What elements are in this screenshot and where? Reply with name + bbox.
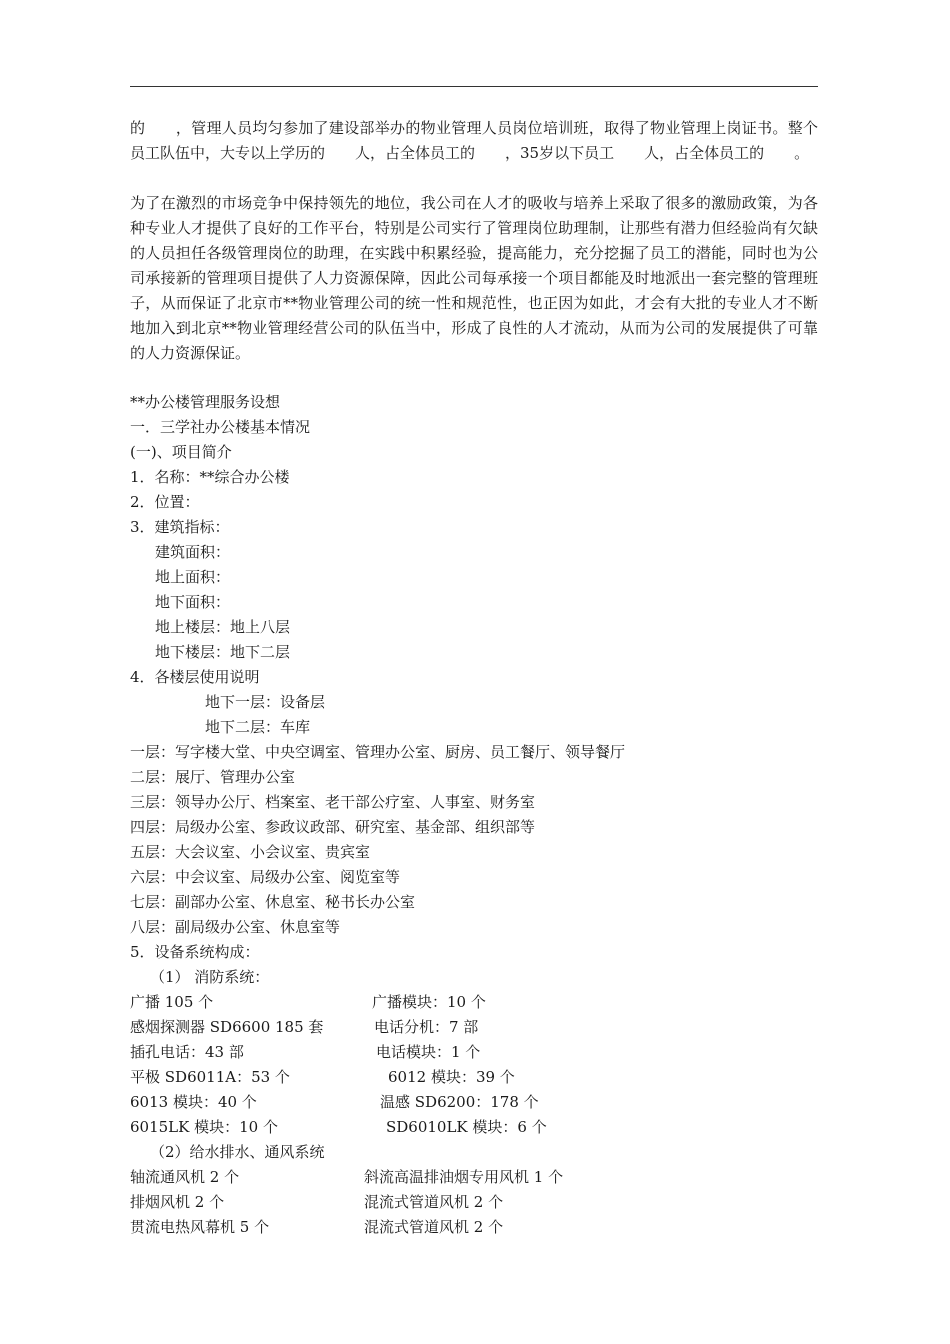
floor-5: 五层：大会议室、小会议室、贵宾室 bbox=[130, 843, 371, 861]
fire-row-right: 温感 SD6200：178 个 bbox=[380, 1093, 539, 1111]
item-indicators: 3．建筑指标： bbox=[130, 518, 230, 536]
section-heading: 一．三学社办公楼基本情况 bbox=[130, 418, 311, 436]
floor-8: 八层：副局级办公室、休息室等 bbox=[130, 918, 341, 936]
water-system-heading: （2）给水排水、通风系统 bbox=[150, 1143, 325, 1161]
water-row-left: 排烟风机 2 个 bbox=[130, 1193, 225, 1211]
fire-row-right: SD6010LK 模块：6 个 bbox=[386, 1118, 547, 1136]
fire-row-right: 广播模块：10 个 bbox=[372, 993, 486, 1011]
floor-b2: 地下二层：车库 bbox=[205, 718, 311, 736]
floor-b1: 地下一层：设备层 bbox=[205, 693, 326, 711]
floor-4: 四层：局级办公室、参政议政部、研究室、基金部、组织部等 bbox=[130, 818, 536, 836]
paragraph-talent-policy: 为了在激烈的市场竞争中保持领先的地位，我公司在人才的吸收与培养上采取了很多的激励政策，为各种专业人才提供了良好的工作平台，特别是公司实行了管理岗位助理制，让那些有潜力但经验尚有欠缺的人员担任各级管理岗位的助理，在实践中积累经验，提高能力，充分挖掘了员工的潜能，同时也为公司承接新的管理项目提供了人力资源保障，因此公司每承接一个项目都能及时地派出一套完整的管理班子，从而保证了北京市**物业管理公司的统一性和规范性，也正因为如此，才会有大批的专业人才不断地加入到北京**物业管理经营公司的队伍当中，形成了良性的人才流动，从而为公司的发展提供了可靠的人力资源保证。 bbox=[130, 194, 818, 362]
fire-row-left: 插孔电话：43 部 bbox=[130, 1043, 244, 1061]
floor-7: 七层：副部办公室、休息室、秘书长办公室 bbox=[130, 893, 416, 911]
item-above-floors: 地上楼层：地上八层 bbox=[155, 618, 291, 636]
fire-system-heading: （1） 消防系统： bbox=[150, 968, 270, 986]
floor-6: 六层：中会议室、局级办公室、阅览室等 bbox=[130, 868, 401, 886]
fire-row-left: 广播 105 个 bbox=[130, 993, 214, 1011]
water-row-right: 混流式管道风机 2 个 bbox=[364, 1218, 504, 1236]
floor-2: 二层：展厅、管理办公室 bbox=[130, 768, 296, 786]
floor-1: 一层：写字楼大堂、中央空调室、管理办公室、厨房、员工餐厅、领导餐厅 bbox=[130, 743, 626, 761]
fire-row-left: 平极 SD6011A：53 个 bbox=[130, 1068, 290, 1086]
water-row-left: 轴流通风机 2 个 bbox=[130, 1168, 240, 1186]
item-name: 1．名称：**综合办公楼 bbox=[130, 468, 290, 486]
floor-3: 三层：领导办公厅、档案室、老干部公疗室、人事室、财务室 bbox=[130, 793, 536, 811]
fire-row-left: 感烟探测器 SD6600 185 套 bbox=[130, 1018, 324, 1036]
item-below-area: 地下面积： bbox=[155, 593, 231, 611]
document-title: **办公楼管理服务设想 bbox=[130, 393, 281, 411]
item-total-area: 建筑面积： bbox=[155, 543, 231, 561]
item-above-area: 地上面积： bbox=[155, 568, 231, 586]
item-below-floors: 地下楼层：地下二层 bbox=[155, 643, 291, 661]
fire-row-left: 6015LK 模块：10 个 bbox=[130, 1118, 278, 1136]
paragraph-staff-training: 的 ，管理人员均匀参加了建设部举办的物业管理人员岗位培训班，取得了物业管理上岗证书。整个员工队伍中，大专以上学历的 人，占全体员工的 ，35岁以下员工 人，占全体员工的 。 bbox=[130, 119, 818, 162]
item-location: 2．位置： bbox=[130, 493, 200, 511]
fire-row-left: 6013 模块：40 个 bbox=[130, 1093, 257, 1111]
item-floor-usage: 4．各楼层使用说明 bbox=[130, 668, 260, 686]
water-row-right: 斜流高温排油烟专用风机 1 个 bbox=[364, 1168, 564, 1186]
fire-row-right: 电话模块：1 个 bbox=[376, 1043, 481, 1061]
header-rule bbox=[130, 86, 818, 87]
water-row-right: 混流式管道风机 2 个 bbox=[364, 1193, 504, 1211]
item-equipment: 5．设备系统构成： bbox=[130, 943, 260, 961]
subsection-heading: (一)、项目简介 bbox=[130, 443, 232, 461]
water-row-left: 贯流电热风幕机 5 个 bbox=[130, 1218, 270, 1236]
fire-row-right: 6012 模块：39 个 bbox=[388, 1068, 515, 1086]
fire-row-right: 电话分机：7 部 bbox=[374, 1018, 479, 1036]
